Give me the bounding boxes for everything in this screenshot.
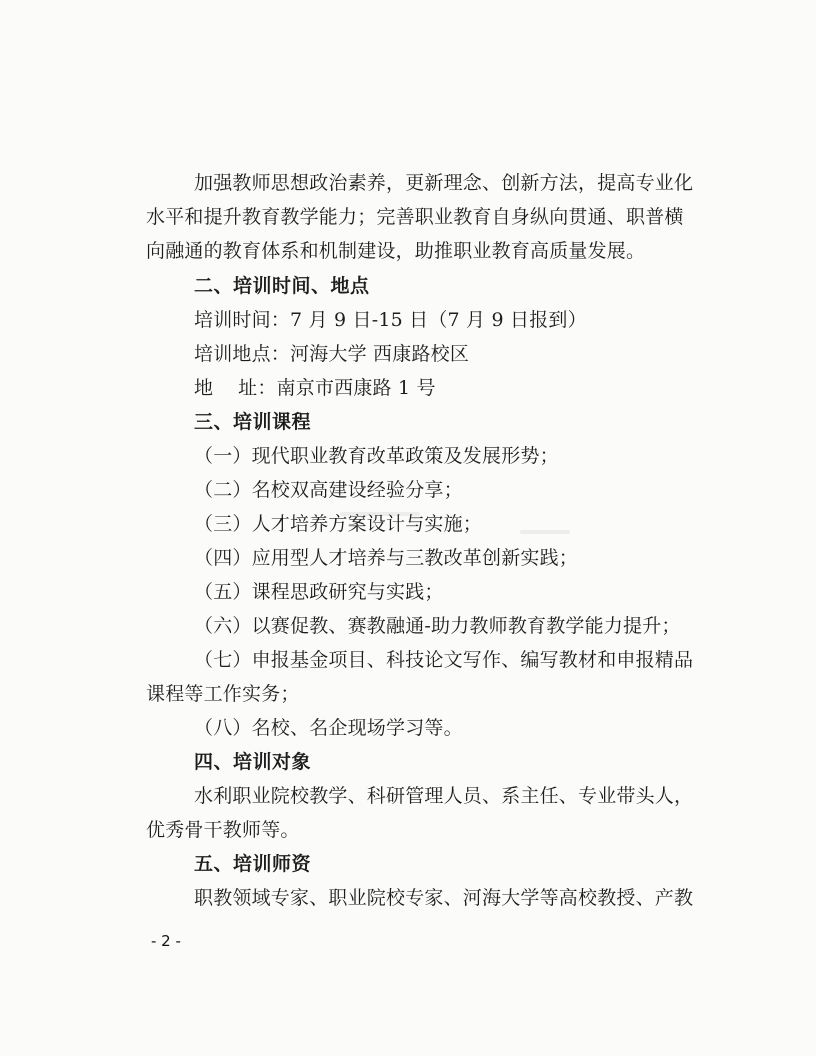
section-two-title: 二、培训时间、地点: [194, 275, 370, 297]
course-item-1: （一）现代职业教育改革政策及发展形势；: [194, 445, 559, 467]
course-item-3: （三）人才培养方案设计与实施；: [194, 513, 483, 535]
course-item-7-line-1: （七）申报基金项目、科技论文写作、编写教材和申报精品: [194, 649, 694, 671]
training-address: 地 址：南京市西康路 1 号: [194, 377, 436, 399]
course-item-8: （八）名校、名企现场学习等。: [194, 717, 463, 739]
course-item-6: （六）以赛促教、赛教融通-助力教师教育教学能力提升；: [194, 615, 681, 637]
course-item-2: （二）名校双高建设经验分享；: [194, 479, 463, 501]
target-line-1: 水利职业院校教学、科研管理人员、系主任、专业带头人，: [194, 785, 694, 807]
course-item-7-line-2: 课程等工作实务；: [146, 683, 300, 705]
section-four-title: 四、培训对象: [194, 751, 312, 773]
training-place: 培训地点：河海大学 西康路校区: [194, 343, 470, 365]
intro-line-2: 水平和提升教育教学能力；完善职业教育自身纵向贯通、职普横: [146, 206, 684, 228]
faculty-line-1: 职教领域专家、职业院校专家、河海大学等高校教授、产教: [194, 887, 694, 909]
intro-line-1: 加强教师思想政治素养，更新理念、创新方法，提高专业化: [194, 172, 694, 194]
section-three-title: 三、培训课程: [194, 411, 312, 433]
section-five-title: 五、培训师资: [194, 853, 312, 875]
course-item-4: （四）应用型人才培养与三教改革创新实践；: [194, 547, 579, 569]
page-number: - 2 -: [151, 932, 181, 950]
intro-line-3: 向融通的教育体系和机制建设，助推职业教育高质量发展。: [146, 240, 646, 262]
target-line-2: 优秀骨干教师等。: [146, 819, 300, 841]
training-time: 培训时间：7 月 9 日-15 日（7 月 9 日报到）: [194, 309, 587, 331]
scan-artifact: [520, 530, 570, 534]
course-item-5: （五）课程思政研究与实践；: [194, 581, 444, 603]
